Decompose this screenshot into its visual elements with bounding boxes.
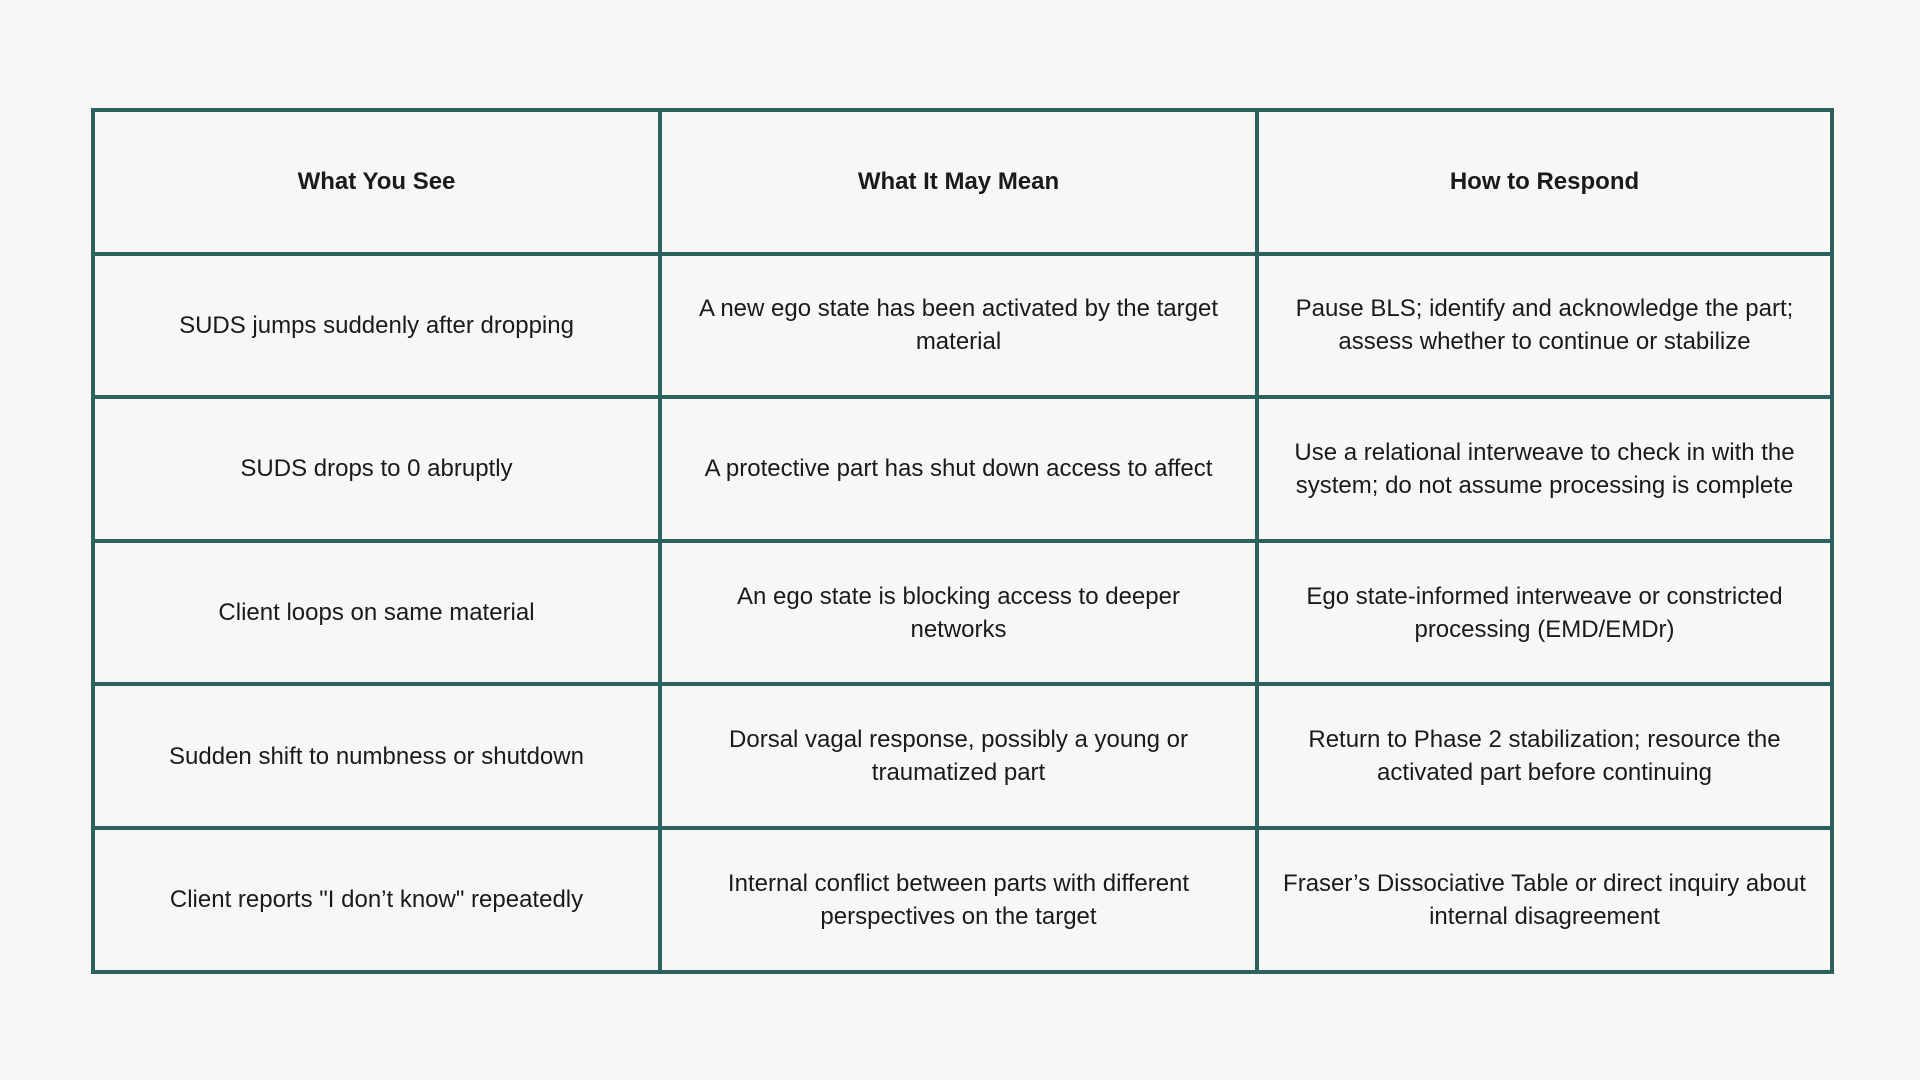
table-row	[93, 397, 1832, 541]
table-row	[93, 684, 1832, 828]
cell-how-to-respond: Fraser’s Dissociative Table or direct inquiry about internal disagreement	[1257, 828, 1832, 972]
guide-table-container	[91, 108, 1830, 972]
cell-what-it-may-mean: Internal conflict between parts with different perspectives on the target	[660, 828, 1257, 972]
cell-what-you-see: SUDS jumps suddenly after dropping	[93, 254, 660, 398]
table-row	[93, 541, 1832, 685]
table-header-row	[93, 110, 1832, 254]
cell-what-it-may-mean: A new ego state has been activated by the target material	[660, 254, 1257, 398]
cell-what-it-may-mean: An ego state is blocking access to deeper networks	[660, 541, 1257, 685]
table-row	[93, 254, 1832, 398]
cell-what-it-may-mean: A protective part has shut down access to affect	[660, 397, 1257, 541]
table-row	[93, 828, 1832, 972]
header-how-to-respond: How to Respond	[1257, 110, 1832, 254]
cell-what-you-see: Client reports "I don’t know" repeatedly	[93, 828, 660, 972]
header-what-it-may-mean: What It May Mean	[660, 110, 1257, 254]
cell-what-you-see: Client loops on same material	[93, 541, 660, 685]
cell-what-you-see: SUDS drops to 0 abruptly	[93, 397, 660, 541]
cell-how-to-respond: Ego state-informed interweave or constricted processing (EMD/EMDr)	[1257, 541, 1832, 685]
cell-how-to-respond: Pause BLS; identify and acknowledge the part; assess whether to continue or stabilize	[1257, 254, 1832, 398]
cell-how-to-respond: Use a relational interweave to check in with the system; do not assume processing is complete	[1257, 397, 1832, 541]
cell-what-it-may-mean: Dorsal vagal response, possibly a young or traumatized part	[660, 684, 1257, 828]
cell-what-you-see: Sudden shift to numbness or shutdown	[93, 684, 660, 828]
header-what-you-see: What You See	[93, 110, 660, 254]
cell-how-to-respond: Return to Phase 2 stabilization; resource the activated part before continuing	[1257, 684, 1832, 828]
guide-table	[91, 108, 1834, 974]
